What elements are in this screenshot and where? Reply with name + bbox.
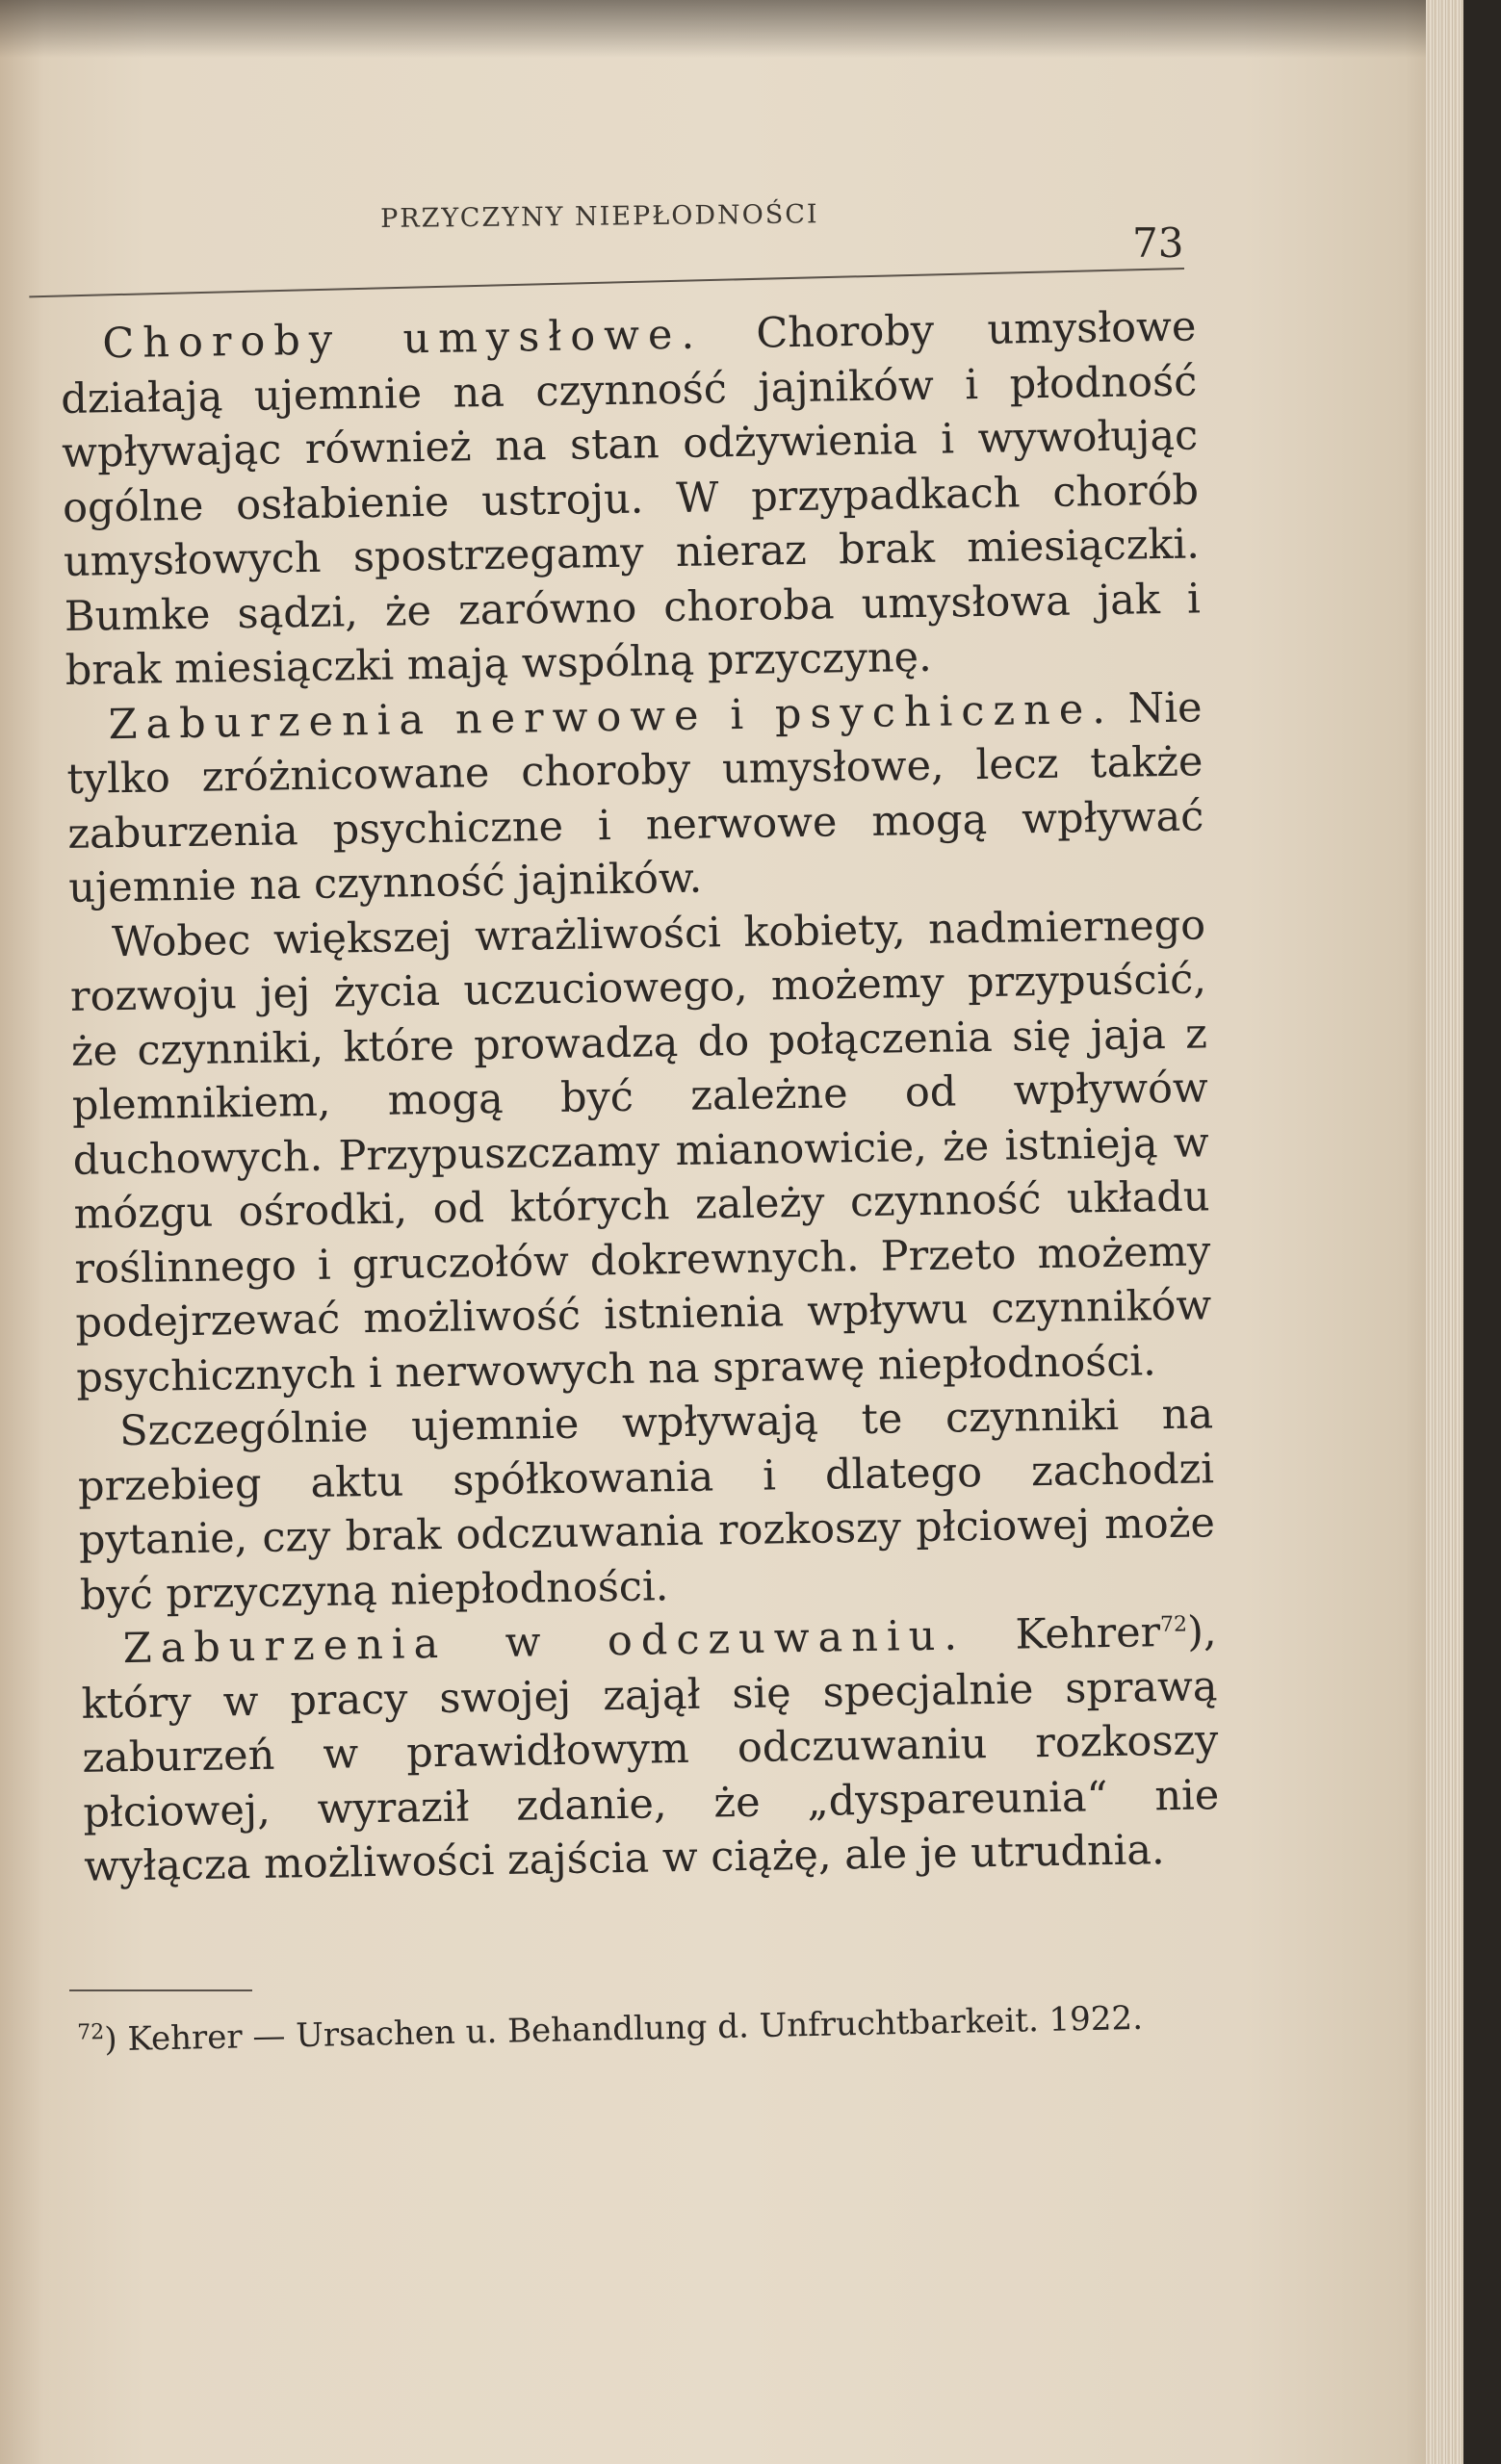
- footnote: [77, 1995, 1204, 2061]
- footnote-reference: 72: [1159, 1612, 1188, 1637]
- paragraph-zaburzenia-w-odczuwaniu: [80, 1604, 1220, 1894]
- page-edge: [1426, 0, 1463, 2464]
- ref-close: ): [1186, 1607, 1204, 1656]
- page-number: 73: [1132, 219, 1184, 267]
- footnote-mark: 72: [77, 2020, 105, 2045]
- paragraph-text: Nie tylko zróżnicowane choroby umysłowe, lecz także zaburzenia psychiczne i nerwowe mogą wpływać ujemnie na czynność jajników.: [66, 682, 1204, 912]
- paragraph-choroby-umyslowe: [60, 299, 1202, 698]
- paragraph-wobec-wiekszej: Wobec większej wrażliwości kobiety, nadmiernego rozwoju jej życia uczuciowego, możemy przypuścić, że czynniki, które prowadzą do połączenia się jaja z plemnikiem, mogą być zależne od wpływów duchowych. Przypuszczamy mianowicie, że istnieją w mózgu ośrodki, od których zależy czynność układu roślinnego i gruczołów dokrewnych. Przeto możemy podejrzewać możliwość istnienia wpływu czynników psychicznych i nerwowych na sprawę niepłodności.: [69, 900, 1212, 1402]
- paragraph-text: , który w pracy swojej zajął się specjalnie sprawą zaburzeń w prawidłowym odczuwaniu rozkoszy płciowej, wyraził zdanie, że „dyspareunia“ nie wyłącza możliwości zajścia w ciążę, ale je utrudnia.: [81, 1607, 1220, 1891]
- paragraph-szczegolnie: Szczególnie ujemnie wpływają te czynniki na przebieg aktu spółkowania i dlatego zachodzi pytanie, czy brak odczuwania rozkoszy płciowej może być przyczyną niepłodności.: [77, 1390, 1216, 1620]
- section-title-zaburzenia-w-odczuwaniu: Zaburzenia w odczuwaniu.: [122, 1611, 967, 1674]
- running-title: PRZYCZYNY NIEPŁODNOŚCI: [380, 199, 819, 234]
- paragraph-zaburzenia-nerwowe: [65, 680, 1204, 916]
- top-shadow: [0, 0, 1463, 58]
- footnote-rule: [69, 1989, 252, 1991]
- paragraph-text: Choroby umysłowe działają ujemnie na czynność jajników i płodność wpływając również na stan odżywienia i wywołując ogólne osłabienie ustroju. W przypadkach chorób umysłowych spostrzegamy nieraz brak miesiączki. Bumke sądzi, że zarówno choroba umysłowa jak i brak miesiączki mają wspólną przyczynę.: [60, 302, 1202, 695]
- main-text: [60, 299, 1221, 1894]
- footnote-text: ) Kehrer — Ursachen u. Behandlung d. Unfruchtbarkeit. 1922.: [104, 1998, 1144, 2060]
- section-title-choroby-umyslowe: Choroby umysłowe.: [102, 310, 704, 369]
- section-title-zaburzenia-nerwowe: Zaburzenia nerwowe i psychiczne.: [108, 684, 1115, 749]
- author-name: Kehrer: [1015, 1608, 1161, 1659]
- header-rule: [29, 268, 1184, 297]
